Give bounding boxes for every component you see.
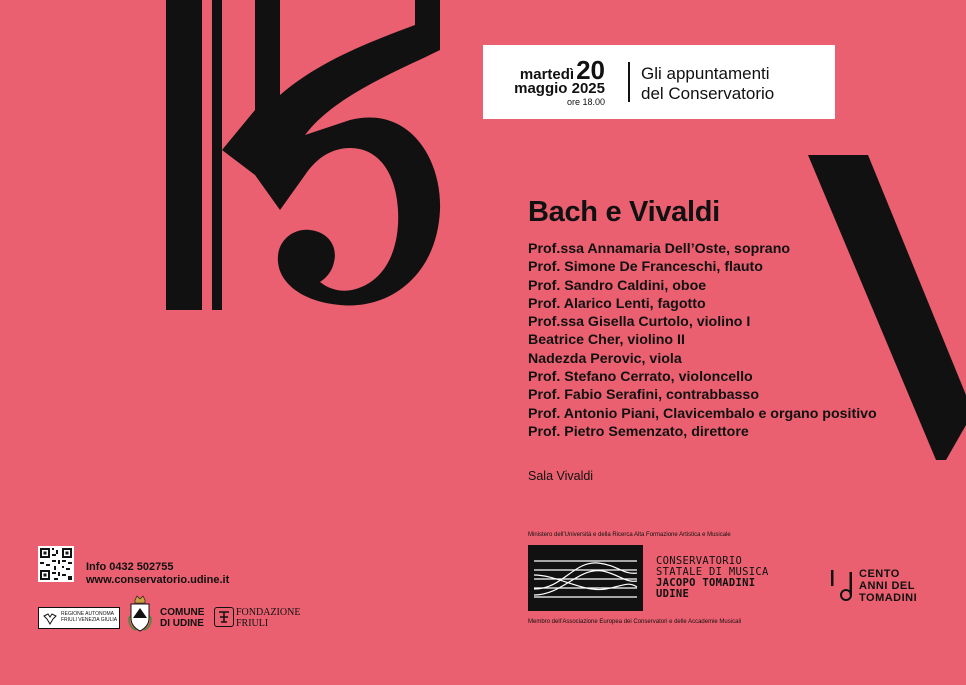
comune-di-udine-logo [160,607,204,629]
cento-line3: TOMADINI [859,592,918,604]
cento-line2: ANNI DEL [859,580,915,592]
fondazione-text [236,607,300,629]
aec-membership-line: Membro dell’Associazione Europea dei Conservatori e delle Accademie Musicali [528,619,742,625]
music-note-icon [828,568,854,602]
c-clef-graphic [160,0,450,310]
performer-item: Prof. Sandro Caldini, oboe [528,277,707,294]
performers-list [528,240,877,441]
ministry-line: Ministero dell’Università e della Ricerca Alta Formazione Artistica e Musicale [528,532,731,538]
performer-item: Prof. Pietro Semenzato, direttore [528,423,749,440]
udine-crest-icon [127,594,153,632]
date-header-box [483,45,835,119]
concert-title: Bach e Vivaldi [528,196,720,228]
performer-item: Prof. Fabio Serafini, contrabbasso [528,387,759,404]
comune-line2: DI UDINE [160,618,204,629]
series-title-line2: del Conservatorio [641,84,775,103]
performer-item: Prof. Antonio Piani, Clavicembalo e organo positivo [528,405,877,422]
contact-info [86,561,229,587]
performer-item: Prof. Stefano Cerrato, violoncello [528,369,753,386]
conservatorio-line1: CONSERVATORIO [656,555,743,567]
regione-fvg-logo [38,607,120,629]
comune-line1: COMUNE [160,607,205,618]
conservatorio-line4 [656,589,769,600]
conservatorio-logo-icon [528,545,643,611]
month-year: maggio 2025 [514,80,605,97]
performer-item: Beatrice Cher, violino II [528,332,685,349]
performer-item: Prof.ssa Gisella Curtolo, violino I [528,314,751,331]
fondazione-line2: FRIULI [236,618,269,629]
concert-time: ore 18.00 [566,97,605,107]
cento-anni-logo [859,568,917,604]
conservatorio-line4-text: UDINE [656,588,690,600]
series-title-line1: Gli appuntamenti [641,64,770,83]
fondazione-line1: FONDAZIONE [236,607,301,618]
weekday: martedì [519,66,575,83]
performer-item: Prof. Alarico Lenti, fagotto [528,295,706,312]
fondazione-icon [214,607,234,627]
header-divider [628,62,630,102]
performer-item: Nadezda Perovic, viola [528,350,682,367]
venue: Sala Vivaldi [528,469,594,483]
regione-line1: REGIONE AUTONOMA [61,611,114,617]
regione-line2: FRIULI VENEZIA GIULIA [61,617,118,623]
cento-line1: CENTO [859,568,900,580]
conservatorio-line2: STATALE DI MUSICA [656,566,769,578]
concert-date [514,57,605,107]
phone: Info 0432 502755 [86,561,174,573]
conservatorio-name [656,556,769,600]
qr-code-icon[interactable] [38,546,74,582]
conservatorio-line3-text: JACOPO TOMADINI [656,577,756,589]
day-number: 20 [576,55,605,85]
website-link[interactable]: www.conservatorio.udine.it [86,574,230,586]
regione-text [61,611,117,623]
series-title [641,64,774,104]
performer-item: Prof.ssa Annamaria Dell’Oste, soprano [528,241,791,257]
eagle-icon [43,611,57,625]
fondazione-friuli-logo [214,607,302,629]
performer-item: Prof. Simone De Franceschi, flauto [528,259,763,276]
